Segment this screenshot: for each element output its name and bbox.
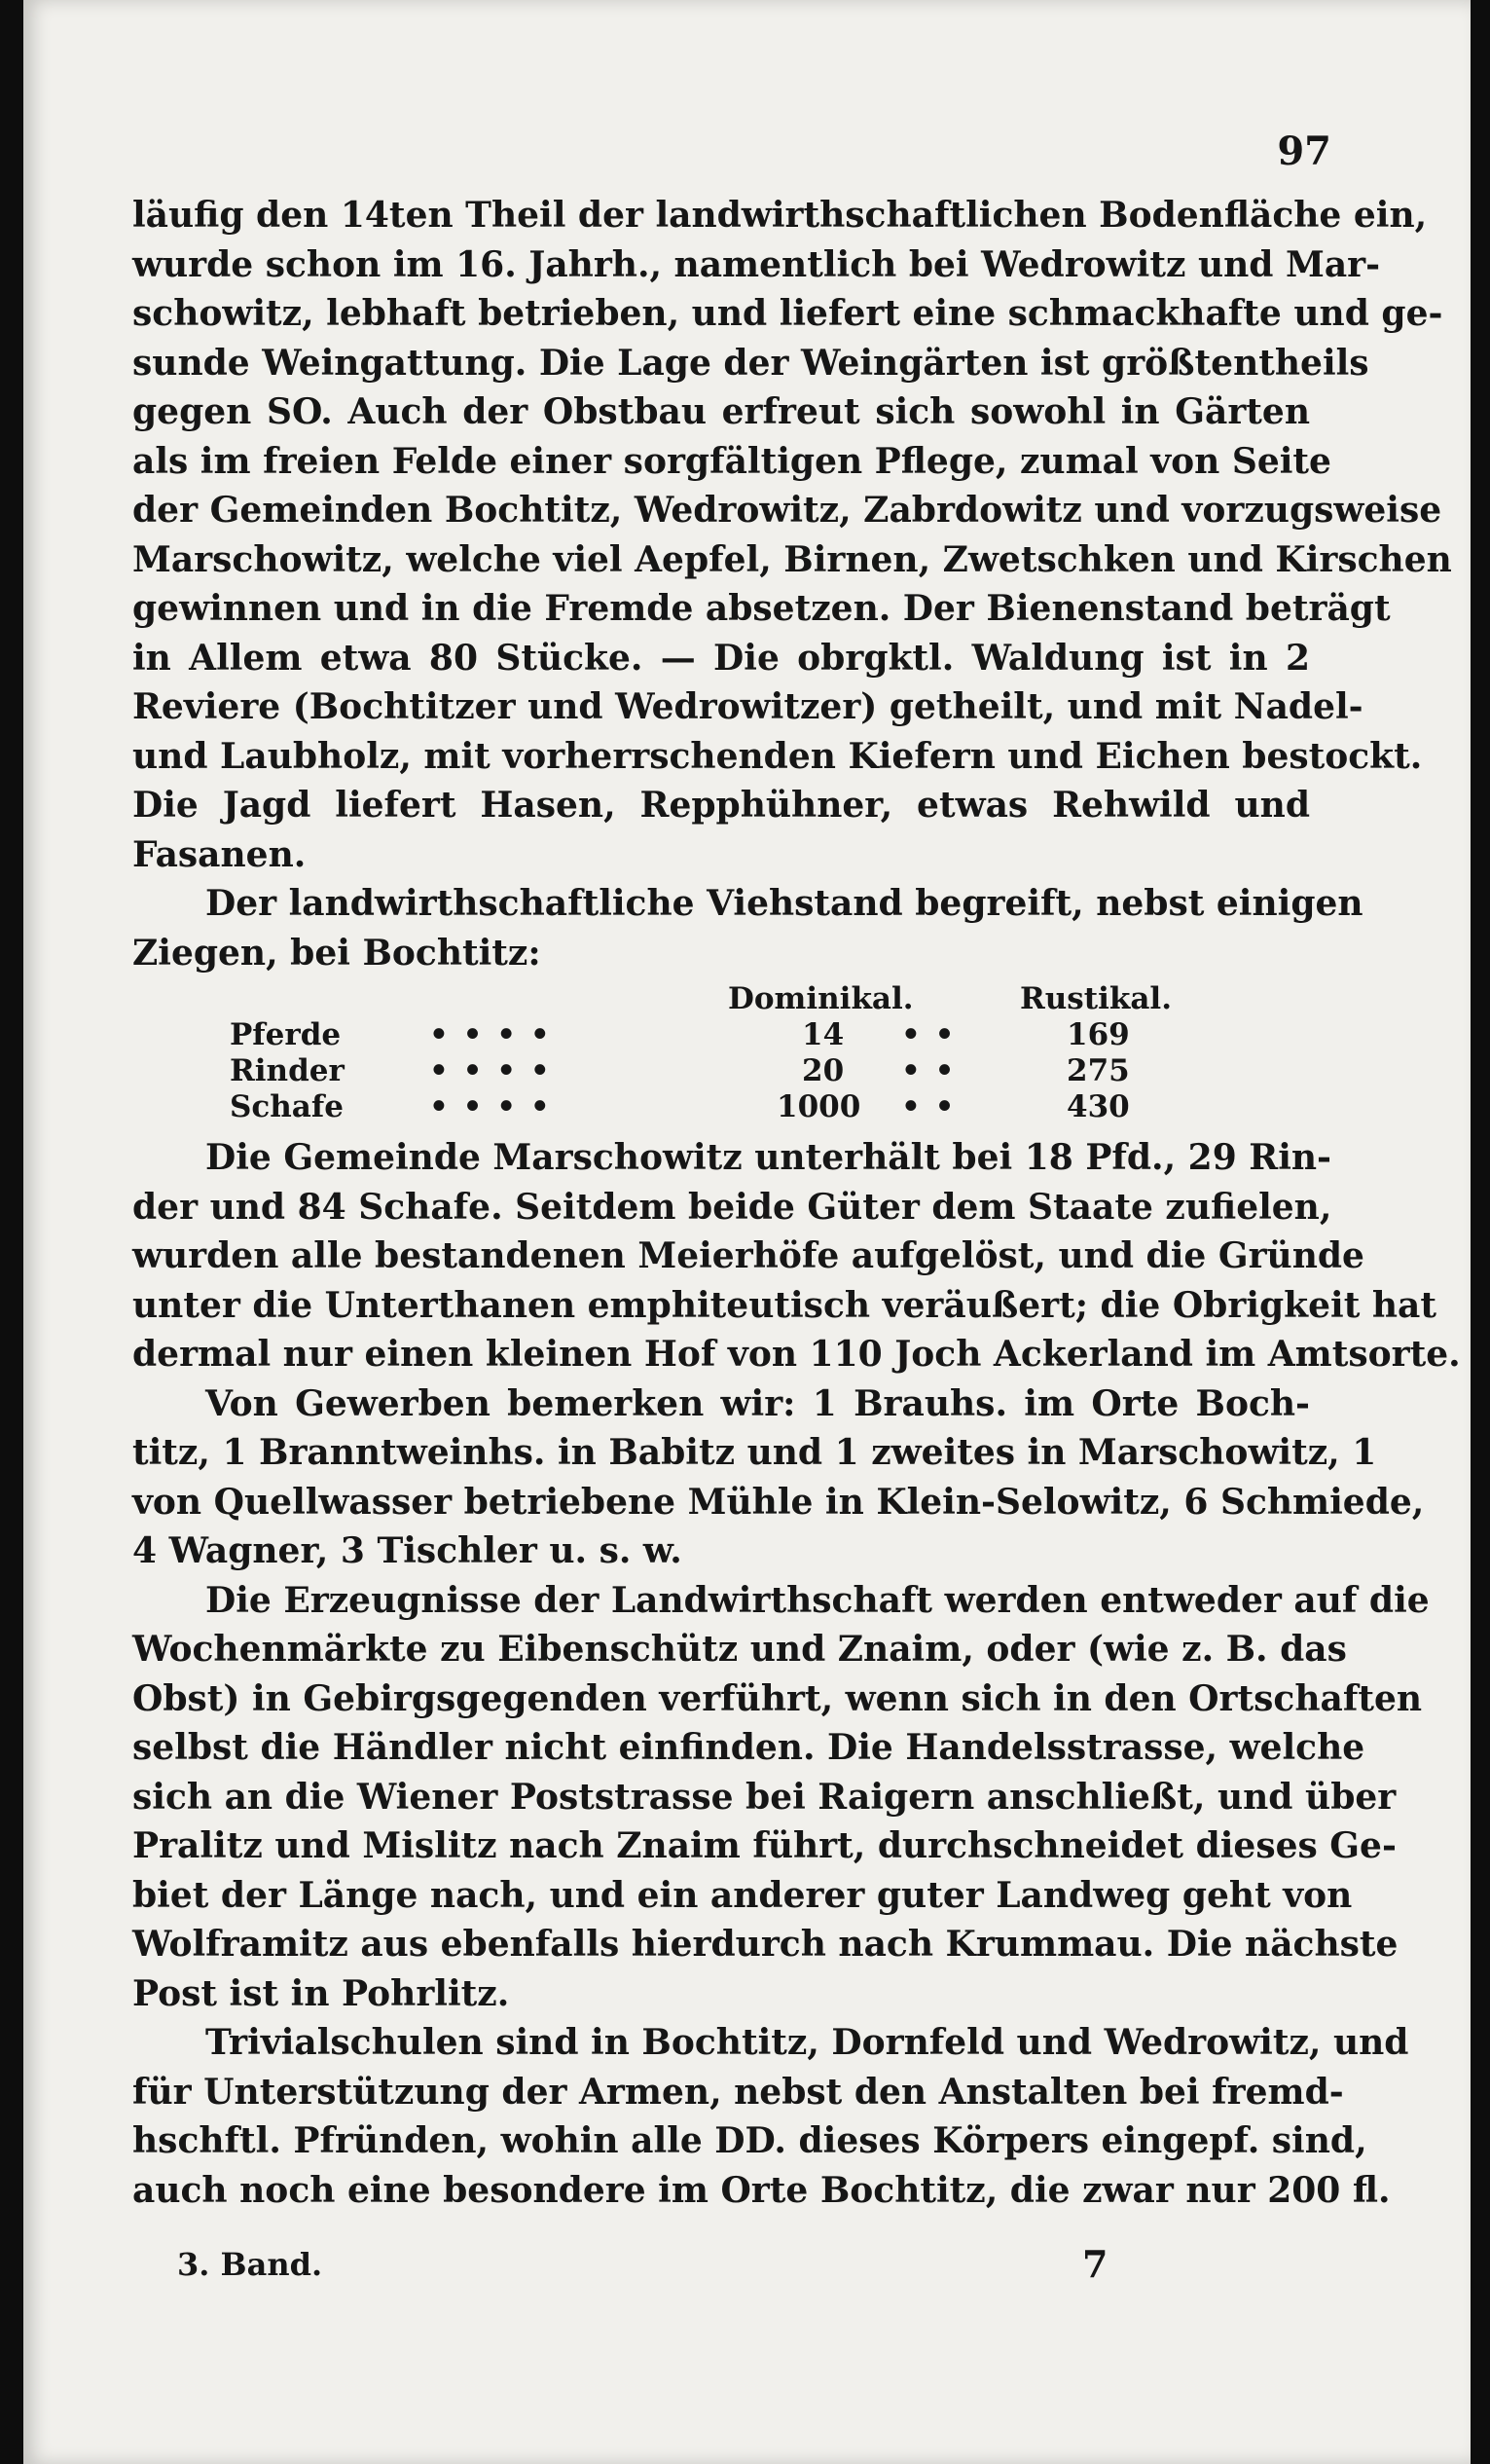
paragraph (132, 1379, 1425, 1576)
text-line: der Gemeinden Bochtitz, Wedrowitz, Zabrdowitz und vorzugsweise (132, 490, 1442, 531)
text-line: gegen SO. Auch der Obstbau erfreut sich sowohl in Gärten (132, 391, 1310, 432)
text-line: gewinnen und in die Fremde absetzen. Der Bienenstand beträgt (132, 588, 1391, 629)
text-line: Marschowitz, welche viel Aepfel, Birnen, Zwetschken und Kirschen (132, 538, 1452, 580)
leader-dots: • • (901, 1017, 957, 1052)
text-line: schowitz, lebhaft betrieben, und liefert eine schmackhafte und ge- (132, 293, 1443, 334)
text-line: von Quellwasser betriebene Mühle in Klein-Selowitz, 6 Schmiede, (132, 1481, 1425, 1523)
paragraph (132, 2018, 1409, 2215)
dominikal-value: 20 (802, 1053, 845, 1088)
page-text (132, 191, 1461, 2215)
text-line: hschftl. Pfründen, wohin alle DD. dieses Körpers eingepf. sind, (132, 2120, 1367, 2161)
row-label: Rinder (230, 1053, 345, 1088)
text-line: Obst) in Gebirgsgegenden verführt, wenn sich in den Ortschaften (132, 1677, 1423, 1719)
leader-dots: • • (901, 1089, 957, 1124)
text-line: Wochenmärkte zu Eibenschütz und Znaim, oder (wie z. B. das (132, 1629, 1347, 1670)
text-line: für Unterstützung der Armen, nebst den Anstalten bei fremd- (132, 2071, 1344, 2113)
dominikal-value: 14 (802, 1017, 845, 1052)
text-line: Pralitz und Mislitz nach Znaim führt, durchschneidet dieses Ge- (132, 1825, 1397, 1866)
text-line: titz, 1 Branntweinhs. in Babitz und 1 zweites in Marschowitz, 1 (132, 1432, 1377, 1473)
text-line: dermal nur einen kleinen Hof von 110 Joch Ackerland im Amtsorte. (132, 1334, 1461, 1375)
text-line: Der landwirthschaftliche Viehstand begreift, nebst einigen (205, 883, 1363, 924)
text-line: biet der Länge nach, und ein anderer guter Landweg geht von (132, 1874, 1353, 1916)
table-header-rustikal: Rustikal. (1020, 981, 1172, 1016)
text-line: Post ist in Pohrlitz. (132, 1972, 510, 2014)
rustikal-value: 275 (1067, 1053, 1130, 1088)
text-line: als im freien Felde einer sorgfältigen Pflege, zumal von Seite (132, 440, 1331, 482)
text-line: Die Erzeugnisse der Landwirthschaft werden entweder auf die (205, 1579, 1430, 1621)
rustikal-value: 430 (1067, 1089, 1130, 1124)
livestock-table (132, 981, 1310, 1133)
text-line: Die Jagd liefert Hasen, Repphühner, etwas Rehwild und (132, 785, 1310, 826)
text-line: Trivialschulen sind in Bochtitz, Dornfeld und Wedrowitz, und (205, 2022, 1409, 2063)
text-line: wurde schon im 16. Jahrh., namentlich bei Wedrowitz und Mar- (132, 243, 1381, 285)
leader-dots: • • • • (429, 1089, 552, 1124)
book-page (23, 0, 1471, 2464)
dominikal-value: 1000 (777, 1089, 861, 1124)
text-line: Reviere (Bochtitzer und Wedrowitzer) getheilt, und mit Nadel- (132, 686, 1363, 727)
leader-dots: • • • • (429, 1053, 552, 1088)
page-number: 97 (1277, 129, 1331, 174)
text-line: auch noch eine besondere im Orte Bochtitz, die zwar nur 200 fl. (132, 2169, 1391, 2211)
rustikal-value: 169 (1067, 1017, 1130, 1052)
text-line: wurden alle bestandenen Meierhöfe aufgelöst, und die Gründe (132, 1235, 1364, 1276)
text-line: unter die Unterthanen emphiteutisch veräußert; die Obrigkeit hat (132, 1284, 1436, 1326)
paragraph (132, 191, 1452, 879)
text-line: Fasanen. (132, 833, 307, 875)
text-line: sich an die Wiener Poststrasse bei Raigern anschließt, und über (132, 1776, 1397, 1818)
paragraph (132, 1133, 1461, 1379)
paragraph (132, 1576, 1430, 2019)
leader-dots: • • (901, 1053, 957, 1088)
text-line: sunde Weingattung. Die Lage der Weingärten ist größtentheils (132, 342, 1369, 384)
paragraph (132, 879, 1363, 977)
text-line: in Allem etwa 80 Stücke. — Die obrgktl. Waldung ist in 2 (132, 637, 1310, 679)
text-line: selbst die Händler nicht einfinden. Die Handelsstrasse, welche (132, 1727, 1365, 1768)
leader-dots: • • • • (429, 1017, 552, 1052)
text-line: der und 84 Schafe. Seitdem beide Güter dem Staate zufielen, (132, 1186, 1332, 1228)
text-line: Wolframitz aus ebenfalls hierdurch nach Krummau. Die nächste (132, 1924, 1399, 1965)
row-label: Schafe (230, 1089, 344, 1124)
text-line: und Laubholz, mit vorherrschenden Kiefern und Eichen bestockt. (132, 735, 1423, 777)
signature-mark: 7 (1082, 2242, 1108, 2286)
text-line: läufig den 14ten Theil der landwirthschaftlichen Bodenfläche ein, (132, 195, 1428, 236)
table-header-dominikal: Dominikal. (728, 981, 914, 1016)
row-label: Pferde (230, 1017, 342, 1052)
text-line: 4 Wagner, 3 Tischler u. s. w. (132, 1530, 682, 1571)
text-line: Die Gemeinde Marschowitz unterhält bei 18 Pfd., 29 Rin- (205, 1137, 1331, 1178)
text-line: Von Gewerben bemerken wir: 1 Brauhs. im Orte Boch- (205, 1382, 1310, 1424)
volume-label: 3. Band. (177, 2246, 323, 2283)
text-line: Ziegen, bei Bochtitz: (132, 932, 541, 974)
